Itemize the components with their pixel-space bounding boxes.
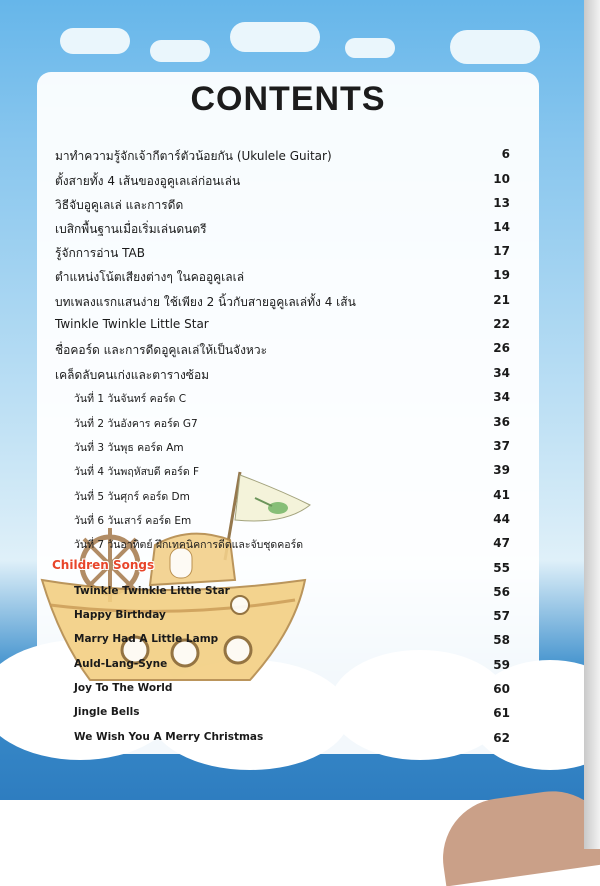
toc-page-number: 17 [493,244,510,258]
toc-page-number: 36 [493,415,510,429]
toc-page-number: 21 [493,293,510,307]
toc-row[interactable] [55,339,510,359]
toc-subrow[interactable] [74,461,510,481]
song-row[interactable] [74,704,510,724]
toc-page-number: 26 [493,341,510,355]
song-row[interactable] [74,656,510,676]
toc-row[interactable] [55,218,510,238]
section-page-row [55,559,510,579]
toc-row[interactable] [55,242,510,262]
toc-page-number: 44 [493,512,510,526]
song-label: We Wish You A Merry Christmas [74,731,264,743]
toc-label: วันที่ 7 วันอาทิตย์ ฝึกเทคนิคการดีดและจับชุดคอร์ด [74,539,304,551]
song-label: Joy To The World [74,682,173,694]
toc-page-number: 34 [493,366,510,380]
toc-label: วันที่ 6 วันเสาร์ คอร์ด Em [74,515,192,527]
toc-label: วันที่ 5 วันศุกร์ คอร์ด Dm [74,491,190,503]
song-row[interactable] [74,607,510,627]
toc-page-number: 34 [493,390,510,404]
song-label: Jingle Bells [74,706,140,718]
toc-page-number: 14 [493,220,510,234]
toc-row[interactable] [55,291,510,311]
toc-page-number: 58 [493,633,510,647]
song-row[interactable] [74,583,510,603]
toc-page-number: 19 [493,268,510,282]
toc-page-number: 62 [493,731,510,745]
toc-row[interactable] [55,170,510,190]
cloud-shape [345,38,395,58]
toc-label: รู้จักการอ่าน TAB [55,246,145,260]
song-label: Auld-Lang-Syne [74,658,168,670]
toc-page-number: 22 [493,317,510,331]
page-title: CONTENTS [190,80,386,118]
toc-label: บทเพลงแรกแสนง่าย ใช้เพียง 2 นิ้วกับสายอูคูเลเล่ทั้ง 4 เส้น [55,295,356,309]
toc-page-number: 55 [493,561,510,575]
toc-row[interactable] [55,145,510,165]
toc-subrow[interactable] [74,486,510,506]
toc-page-number: 59 [493,658,510,672]
toc-row[interactable] [55,266,510,286]
section-heading[interactable]: Children Songs [52,558,155,572]
toc-label: เคล็ดลับคนเก่งและตารางซ้อม [55,368,210,382]
toc-subrow[interactable] [74,388,510,408]
toc-page-number: 6 [501,147,510,161]
toc-label: ตั้งสายทั้ง 4 เส้นของอูคูเลเล่ก่อนเล่น [55,174,241,188]
song-row[interactable] [74,680,510,700]
toc-label: วันที่ 4 วันพฤหัสบดี คอร์ด F [74,466,200,478]
toc-page-number: 13 [493,196,510,210]
toc-label: Twinkle Twinkle Little Star [55,317,209,331]
toc-label: ชื่อคอร์ด และการดีดอูคูเลเล่ให้เป็นจังหวะ [55,343,268,357]
toc-label: วันที่ 2 วันอังคาร คอร์ด G7 [74,418,198,430]
toc-page-number: 60 [493,682,510,696]
toc-label: ตำแหน่งโน้ตเสียงต่างๆ ในคออูคูเลเล่ [55,270,245,284]
toc-subrow[interactable] [74,437,510,457]
toc-page-number: 57 [493,609,510,623]
toc-page-number: 37 [493,439,510,453]
song-label: Twinkle Twinkle Little Star [74,585,230,597]
toc-page-number: 10 [493,172,510,186]
cloud-shape [60,28,130,54]
toc-label: วิธีจับอูคูเลเล่ และการดีด [55,198,184,212]
toc-page-number: 47 [493,536,510,550]
toc-page-number: 41 [493,488,510,502]
song-row[interactable] [74,729,510,749]
cloud-shape [150,40,210,62]
toc-row[interactable] [55,194,510,214]
toc-page-number: 39 [493,463,510,477]
toc-row[interactable] [55,315,510,335]
toc-label: วันที่ 1 วันจันทร์ คอร์ด C [74,393,187,405]
toc-label: เบสิกพื้นฐานเมื่อเริ่มเล่นดนตรี [55,222,207,236]
book-edge [584,0,600,849]
toc-subrow[interactable] [74,534,510,554]
toc-page-number: 56 [493,585,510,599]
toc-label: มาทำความรู้จักเจ้ากีตาร์ตัวน้อยกัน (Ukulele Guitar) [55,149,332,163]
toc-row[interactable] [55,364,510,384]
song-label: Marry Had A Little Lamp [74,633,219,645]
song-label: Happy Birthday [74,609,166,621]
toc-label: วันที่ 3 วันพุธ คอร์ด Am [74,442,184,454]
cloud-shape [230,22,320,52]
toc-page-number: 61 [493,706,510,720]
song-row[interactable] [74,631,510,651]
toc-subrow[interactable] [74,413,510,433]
toc-subrow[interactable] [74,510,510,530]
cloud-shape [450,30,540,64]
